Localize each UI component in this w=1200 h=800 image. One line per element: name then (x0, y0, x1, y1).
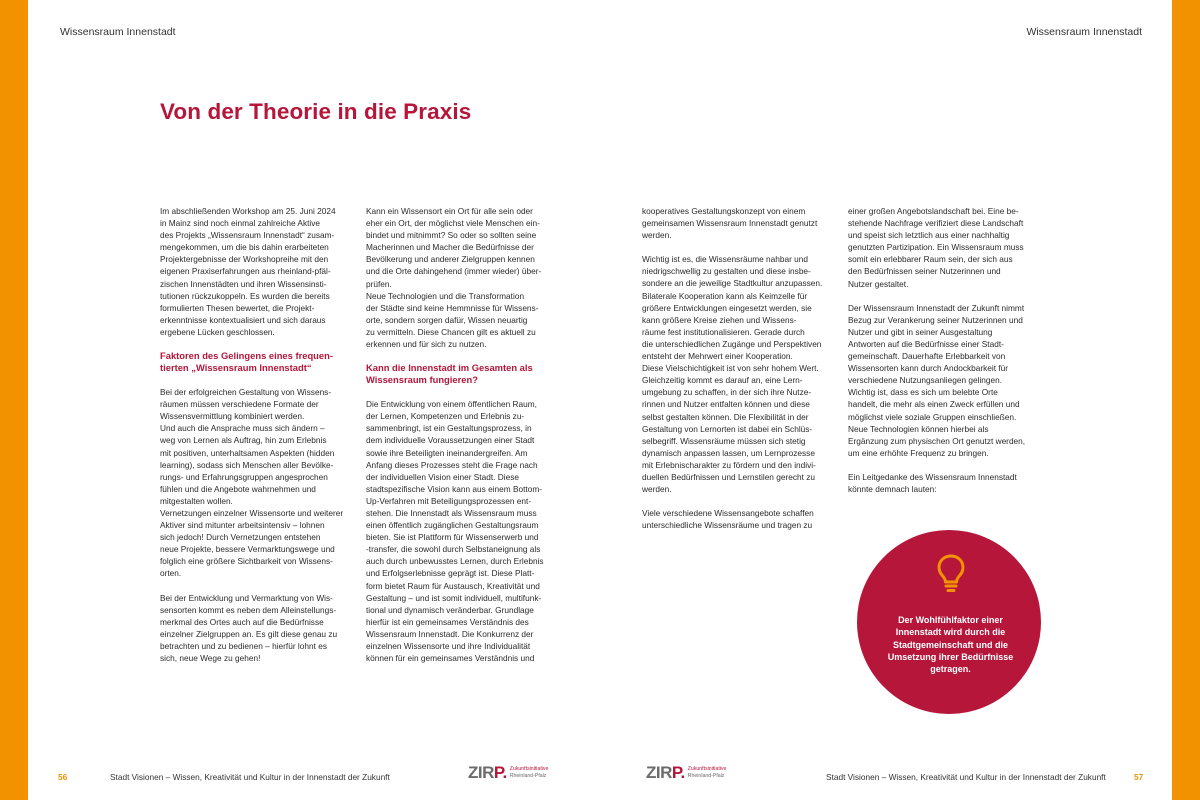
zirp-logo-left: ZIRP. Zukunftsinitiative Rheinland-Pfalz (468, 763, 549, 782)
paragraph-vermarktung: Bei der Entwicklung und Vermarktung von Wis- sensorten kommt es neben dem Alleinstellungs- merkmal des Ortes auch auf die Bedürfnisse einzelner Zielgruppen an. Es gilt diese genau zu betrachten und zu bedienen – hierfür lohnt es sich, neue Wege zu gehen! (160, 592, 338, 663)
paragraph-nahbar: Wichtig ist es, die Wissensräume nahbar und niedrigschwellig zu gestalten und diese insbe- sondere an die jeweilige Stadtkultur anzupassen. Bilaterale Kooperation kann als Keimzelle für größere Entwicklungen eingesetzt werden, sie kann größere Kreise ziehen und Wissens- räume fest institutionalisieren. Gerade durch die unterschiedlichen Zugänge und Perspektiven entsteht der Mehrwert einer Kooperation. Diese Vielschichtigkeit ist von sehr hohem Wert. Gleichzeitig kommt es darauf an, eine Lern- umgebung zu schaffen, in der sich ihre Nutze- rinnen und Nutzer entfalten können und diese selbst gestalten können. Die Flexibilität in der Gestaltung von Lernorten ist dabei ein Schlüs- selbegriff. Wissensräume müssen sich stetig dynamisch anpassen lassen, um Lernprozesse mit Erlebnischarakter zu fördern und den indivi- duellen Bedürfnissen und Lernstilen gerecht zu werden. (642, 254, 823, 495)
page-title: Von der Theorie in die Praxis (160, 99, 472, 124)
zirp-logo-right: ZIRP. Zukunftsinitiative Rheinland-Pfalz (646, 763, 727, 782)
header-title-right: Wissensraum Innenstadt (1026, 26, 1142, 38)
page-number-left: 56 (58, 772, 68, 782)
section-heading-faktoren: Faktoren des Gelingens eines frequen- tierten „Wissensraum Innenstadt“ (160, 350, 333, 374)
header-title-left: Wissensraum Innenstadt (60, 26, 176, 38)
paragraph-kooperatives: kooperatives Gestaltungskonzept von einem gemeinsamen Wissensraum Innenstadt genutzt werden. (642, 206, 818, 241)
left-orange-edge (0, 0, 28, 800)
text-column-2 (366, 205, 566, 664)
paragraph-formate: Bei der erfolgreichen Gestaltung von Wissens- räumen müssen verschiedene Formate der Wissensvermittlung kombiniert werden. Und auch die Ansprache muss sich ändern – weg von Lernen als Auftrag, hin zum Erlebnis mit positiven, unterhaltsamen Aspekten (hidden learning), sodass sich Menschen aller Bevölke- rungs- und Erfahrungsgruppen angesprochen fühlen und die Angebote wahrnehmen und mitgestalten wollen. Vernetzungen einzelner Wissensorte und weiterer Aktiver sind mitunter arbeitsintensiv – lohnen sich jedoch! Durch Vernetzungen entstehen neue Projekte, bessere Vermarktungswege und folglich eine größere Sichtbarkeit von Wissens- orten. (160, 387, 344, 579)
paragraph-entwicklung: Die Entwicklung von einem öffentlichen Raum, der Lernen, Kompetenzen und Erlebnis zu- sammenbringt, ist ein Gestaltungsprozess, in dem individuelle Voraussetzungen einer Stadt sowie ihre Beteiligten ineinandergreifen. Am Anfang dieses Prozesses steht die Frage nach der individuellen Vision einer Stadt. Diese stadtspezifische Vision kann aus einem Bottom- Up-Verfahren mit Beteiligungsprozessen ent- stehen. Die Innenstadt als Wissensraum muss einen öffentlich zugänglichen Gestaltungsraum bieten. Sie ist Plattform für Wissenserwerb und -transfer, die sowohl durch Selbstaneignung als auch durch unbewusstes Lernen, durch Erlebnis und Erfolgserlebnisse geprägt ist. Diese Platt- form bietet Raum für Austausch, Kreativität und Gestaltung – und ist somit individuell, multifunk- tional und dynamisch veränderbar. Grundlage hierfür ist ein gemeinsames Verständnis des Wissensraum Innenstadt. Die Konkurrenz der einzelnen Wissensorte und ihre Individualität können für ein gemeinsames Verständnis und (366, 399, 544, 664)
footer-text-right: Stadt Visionen – Wissen, Kreativität und Kultur in der Innenstadt der Zukunft (826, 772, 1106, 782)
footer-text-left: Stadt Visionen – Wissen, Kreativität und Kultur in der Innenstadt der Zukunft (110, 772, 390, 782)
paragraph-leitgedanke: Ein Leitgedanke des Wissensraum Innenstadt könnte demnach lauten: (848, 471, 1017, 494)
paragraph-zukunft: Der Wissensraum Innenstadt der Zukunft nimmt Bezug zur Verankerung seiner Nutzerinnen und Nutzer und gibt in seiner Ausgestaltung Antworten auf die Bedürfnisse einer Stadt- gemeinschaft. Dauerhafte Erlebbarkeit von Wissensorten kann durch Andockbarkeit für verschiedene Nutzungsanliegen gelingen. Wichtig ist, dass es sich um belebte Orte handelt, die mehr als einen Zweck erfüllen und möglichst viele soziale Gruppen einschließen. Neue Technologien können hierbei als Ergänzung zum physischen Ort genutzt werden, um eine erhöhte Frequenz zu bringen. (848, 302, 1026, 458)
text-column-4 (848, 205, 1048, 495)
right-orange-edge (1172, 0, 1200, 800)
quote-text: Der Wohlfühlfaktor einer Innenstadt wird durch die Stadtgemeinschaft und die Umsetzung ihrer Bedürfnisse getragen. (887, 615, 1014, 675)
paragraph-angebotslandschaft: einer großen Angebotslandschaft bei. Eine be- stehende Nachfrage verifiziert diese Landschaft und speist sich letztlich aus einer nachhaltig genutzten Partizipation. Ein Wissensraum muss somit ein erlebbarer Raum sein, der sich aus den Bedürfnissen seiner Nutzerinnen und Nutzer gestaltet. (848, 206, 1024, 289)
lightbulb-icon (935, 553, 967, 593)
page-number-right: 57 (1134, 772, 1144, 782)
text-column-1 (160, 205, 360, 664)
paragraph-wissensangebote: Viele verschiedene Wissensangebote schaffen unterschiedliche Wissensräume und tragen zu (642, 508, 814, 531)
section-heading-innenstadt: Kann die Innenstadt im Gesamten als Wissensraum fungieren? (366, 362, 533, 386)
intro-paragraph: Im abschließenden Workshop am 25. Juni 2024 in Mainz sind noch einmal zahlreiche Aktive des Projekts „Wissensraum Innenstadt“ zusam- mengekommen, um die bis dahin erarbeiteten Projektergebnisse der Workshopreihe mit den eigenen Praxiserfahrungen aus rheinland-pfäl- zischen Innenstädten und ihren Wissensinsti- tutionen rückzukoppeln. Es wurden die bereits formulierten Thesen bewertet, die Projekt- erkenntnisse kontextualisiert und sich daraus ergebene Lücken geschlossen. (160, 206, 336, 337)
text-column-3 (642, 205, 842, 531)
paragraph-wissensort: Kann ein Wissensort ein Ort für alle sein oder eher ein Ort, der möglichst viele Menschen ein- bindet und mitnimmt? So oder so sollten seine Macherinnen und Macher die Bedürfnisse der Bevölkerung und anderer Zielgruppen kennen und die Orte dahingehend (immer wieder) über- prüfen. Neue Technologien und die Transformation der Städte sind keine Hemmnisse für Wissens- orte, sondern sorgen dafür, Wissen neuartig zu vermitteln. Diese Chancen gilt es aktuell zu erkennen und für sich zu nutzen. (366, 206, 542, 350)
